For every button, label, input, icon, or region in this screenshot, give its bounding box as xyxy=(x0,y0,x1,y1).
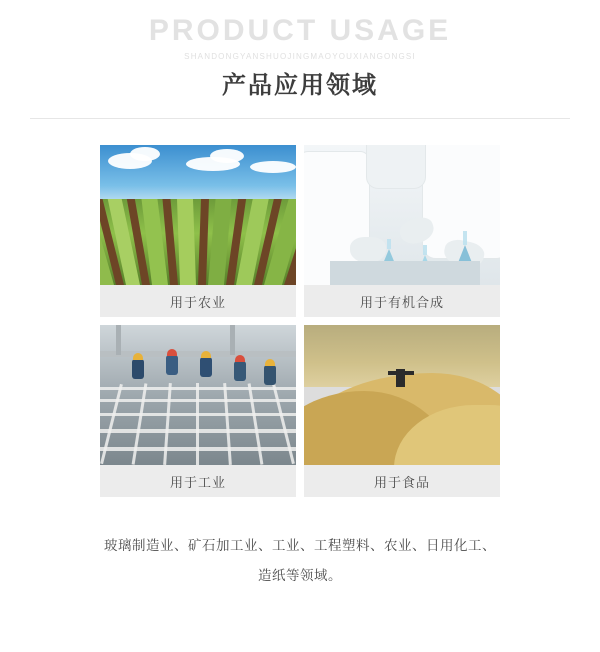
usage-description-line-1: 玻璃制造业、矿石加工业、工业、工程塑料、农业、日用化工、 xyxy=(104,538,496,553)
usage-card-caption: 用于农业 xyxy=(100,285,296,317)
flask-neck xyxy=(387,239,391,249)
worker-figure xyxy=(166,355,178,375)
usage-card-agriculture[interactable] xyxy=(100,145,296,317)
usage-description xyxy=(80,531,520,591)
scaffold-post xyxy=(116,325,121,355)
usage-card-industry[interactable] xyxy=(100,325,296,497)
laboratory-synthesis-photo xyxy=(304,145,500,285)
desert-mining-photo xyxy=(304,325,500,465)
cloud-icon xyxy=(210,149,244,163)
agriculture-field-photo xyxy=(100,145,296,285)
worker-figure xyxy=(132,359,144,379)
worker-figure xyxy=(200,357,212,377)
flask-neck xyxy=(463,231,467,245)
worker-figure xyxy=(264,365,276,385)
page-header xyxy=(0,0,600,102)
page-title-english: PRODUCT USAGE xyxy=(148,14,452,47)
helmet-icon xyxy=(235,355,245,362)
usage-card-organic-synthesis[interactable] xyxy=(304,145,500,317)
carry-pole xyxy=(388,371,414,375)
usage-grid xyxy=(100,145,500,497)
lab-coat-shape xyxy=(366,145,426,189)
usage-card-caption: 用于食品 xyxy=(304,465,500,497)
helmet-icon xyxy=(167,349,177,356)
helmet-icon xyxy=(265,359,275,366)
cloud-icon xyxy=(250,161,296,173)
cloud-icon xyxy=(130,147,160,161)
usage-description-line-2: 造纸等领域。 xyxy=(258,568,342,583)
scaffold-post xyxy=(230,325,235,355)
bench-surface xyxy=(330,261,480,285)
construction-rebar-photo xyxy=(100,325,296,465)
rebar-line xyxy=(196,383,199,465)
company-pinyin-subtitle: SHANDONGYANSHUOJINGMAOYOUXIANGONGSI xyxy=(184,52,416,61)
usage-card-caption: 用于工业 xyxy=(100,465,296,497)
helmet-icon xyxy=(201,351,211,358)
scaffold-beam xyxy=(100,351,296,357)
header-divider xyxy=(30,118,570,119)
worker-figure xyxy=(234,361,246,381)
page-title: 产品应用领域 xyxy=(222,72,378,99)
flask-neck xyxy=(423,245,427,255)
crop-rows xyxy=(100,199,296,285)
usage-card-caption: 用于有机合成 xyxy=(304,285,500,317)
usage-card-food[interactable] xyxy=(304,325,500,497)
helmet-icon xyxy=(133,353,143,360)
